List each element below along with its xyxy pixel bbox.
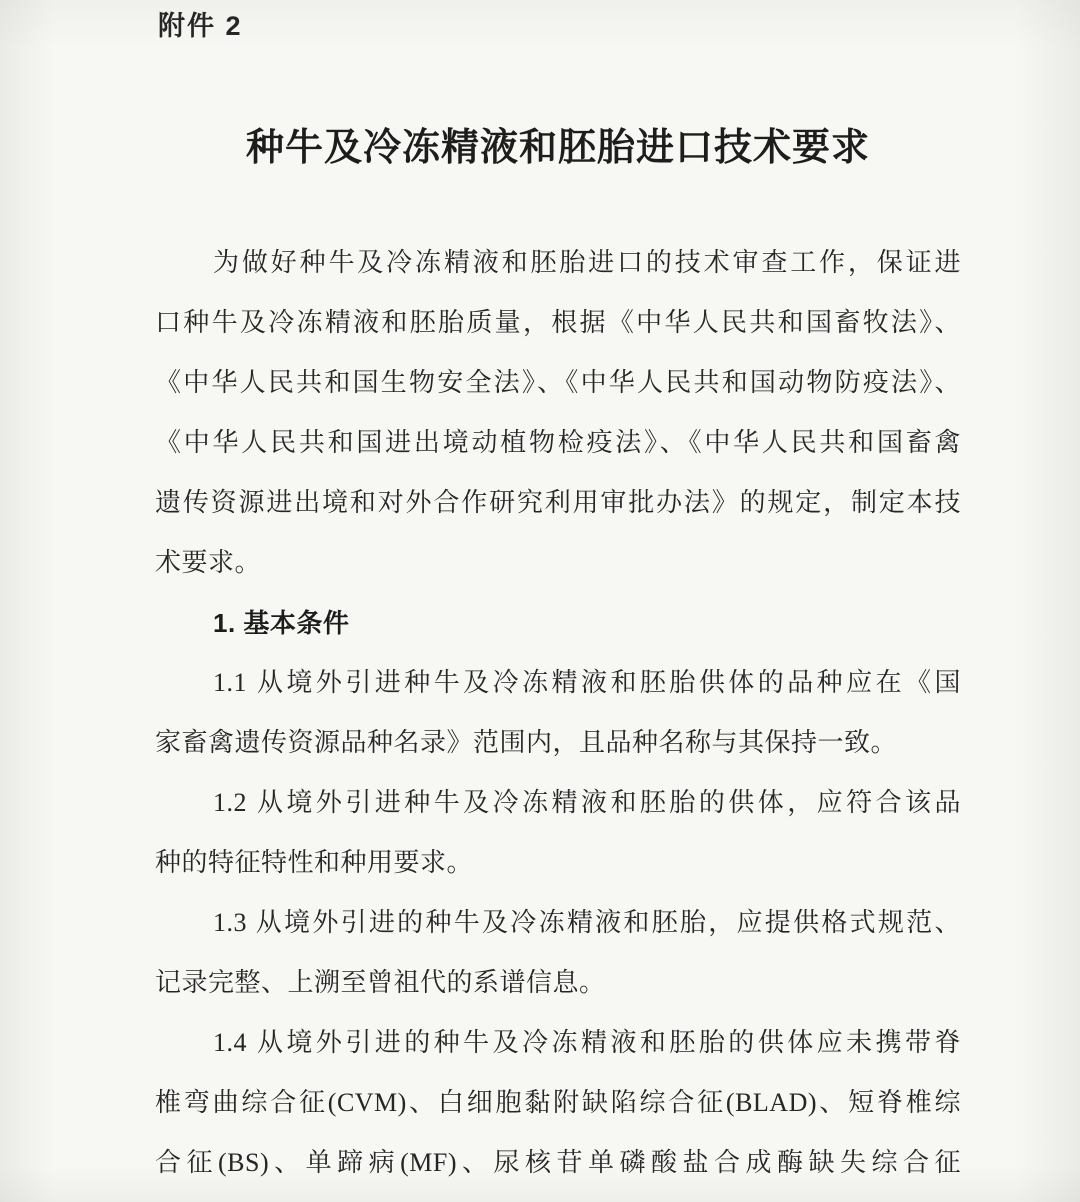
- text-line: 术要求。: [155, 548, 262, 577]
- attachment-label: 附件 2: [158, 11, 243, 41]
- text-line: 1.2 从境外引进种牛及冷冻精液和胚胎的供体，应符合该品: [213, 788, 961, 817]
- text-line: 记录完整、上溯至曾祖代的系谱信息。: [155, 968, 606, 997]
- text-line: 口种牛及冷冻精液和胚胎质量，根据《中华人民共和国畜牧法》、: [155, 308, 961, 337]
- text-line: 1.4 从境外引进的种牛及冷冻精液和胚胎的供体应未携带脊: [213, 1028, 961, 1057]
- text-line: 合征(BS)、单蹄病(MF)、尿核苷单磷酸盐合成酶缺失综合征: [155, 1148, 961, 1177]
- text-line: 为做好种牛及冷冻精液和胚胎进口的技术审查工作，保证进: [213, 248, 961, 277]
- text-line: 家畜禽遗传资源品种名录》范围内，且品种名称与其保持一致。: [155, 728, 898, 757]
- section-heading: 1. 基本条件: [213, 608, 350, 638]
- text-line: 《中华人民共和国生物安全法》、《中华人民共和国动物防疫法》、: [155, 368, 961, 397]
- text-line: 1.3 从境外引进的种牛及冷冻精液和胚胎，应提供格式规范、: [213, 908, 961, 937]
- document-body: [155, 233, 961, 1193]
- text-line: 《中华人民共和国进出境动植物检疫法》、《中华人民共和国畜禽: [155, 428, 961, 457]
- text-line: 椎弯曲综合征(CVM)、白细胞黏附缺陷综合征(BLAD)、短脊椎综: [155, 1088, 961, 1117]
- text-line: 1.1 从境外引进种牛及冷冻精液和胚胎供体的品种应在《国: [213, 668, 961, 697]
- text-line: 遗传资源进出境和对外合作研究利用审批办法》的规定，制定本技: [155, 488, 961, 517]
- document-title: 种牛及冷冻精液和胚胎进口技术要求: [245, 127, 870, 169]
- text-line: 种的特征特性和种用要求。: [155, 848, 474, 877]
